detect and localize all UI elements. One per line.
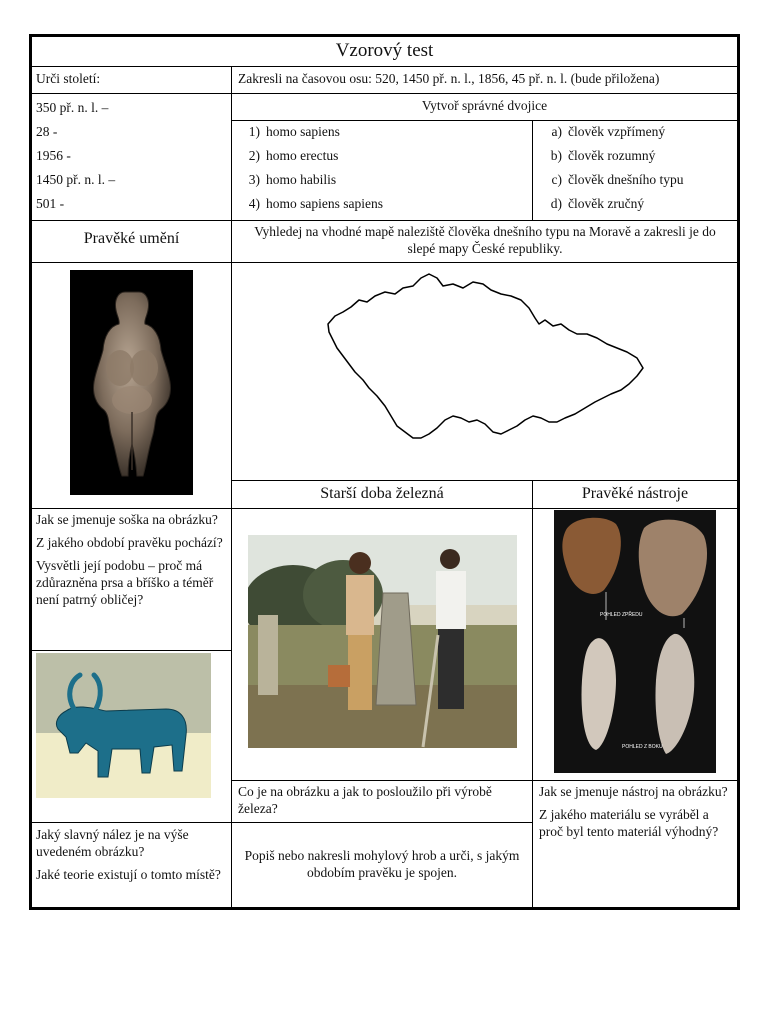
- question-text: Jak se jmenuje soška na obrázku?: [36, 512, 218, 527]
- list-item: 4) homo sapiens sapiens: [248, 196, 383, 211]
- tool-label: POHLED ZPŘEDU: [600, 612, 643, 618]
- centuries-label: Urči století:: [36, 71, 101, 86]
- bull-statue-icon: [36, 653, 211, 798]
- tools-heading: Pravěké nástroje: [581, 485, 689, 502]
- list-item: a) člověk vzpřímený: [551, 124, 666, 139]
- czech-republic-blank-map: [325, 272, 650, 448]
- list-item: b) člověk rozumný: [550, 148, 656, 163]
- iron-question: [238, 783, 528, 823]
- question-text: Co je na obrázku a jak to posloužilo při výrobě železa?: [238, 784, 492, 816]
- list-item: c) člověk dnešního typu: [551, 172, 684, 187]
- venus-figurine-icon: [70, 270, 193, 495]
- century-item: 1956 -: [36, 148, 71, 163]
- list-item: 3) homo habilis: [248, 172, 337, 187]
- bronze-bull-image: [36, 653, 211, 798]
- mound-task: Popiš nebo nakresli mohylový hrob a urči, s jakým obdobím pravěku je spojen.: [244, 848, 520, 880]
- iron-furnace-image: [248, 535, 517, 748]
- centuries-list: [36, 96, 226, 216]
- question-text: Vysvětli její podobu – proč má zdůrazněna prsa a bříško a téměř není patrný obličej?: [36, 558, 214, 607]
- pairs-heading: Vytvoř správné dvojice: [421, 98, 548, 113]
- map-outline-icon: [325, 272, 650, 448]
- bull-questions: [36, 826, 226, 889]
- page-title: Vzorový test: [335, 40, 434, 61]
- century-item: 28 -: [36, 124, 58, 139]
- hand-axe-icon: [554, 510, 716, 773]
- art-heading: Pravěké umění: [83, 230, 180, 247]
- question-text: Jaký slavný nález je na výše uvedeném obrázku?: [36, 827, 189, 859]
- question-text: Jak se jmenuje nástroj na obrázku?: [539, 784, 728, 799]
- question-text: Z jakého materiálu se vyráběl a proč byl tento materiál výhodný?: [539, 807, 719, 839]
- tools-questions: [539, 783, 735, 846]
- venus-figurine-image: [70, 270, 193, 495]
- venus-questions: [36, 511, 226, 614]
- list-item: d) člověk zručný: [550, 196, 645, 211]
- furnace-photo-icon: [248, 535, 517, 748]
- century-item: 501 -: [36, 196, 65, 211]
- century-item: 1450 př. n. l. –: [36, 172, 116, 187]
- iron-age-heading: Starší doba železná: [320, 485, 444, 502]
- map-task: Vyhledej na vhodné mapě naleziště člověka dnešního typu na Moravě a zakresli je do slepé mapy České republiky.: [254, 224, 716, 256]
- tool-label: POHLED Z BOKU: [622, 744, 663, 750]
- list-item: 2) homo erectus: [248, 148, 339, 163]
- pairs-right-list: [538, 120, 683, 216]
- century-item: 350 př. n. l. –: [36, 100, 109, 115]
- pairs-left-list: [236, 120, 383, 216]
- question-text: Jaké teorie existují o tomto místě?: [36, 867, 221, 882]
- list-item: 1) homo sapiens: [248, 124, 340, 139]
- timeline-task: Zakresli na časovou osu: 520, 1450 př. n. l., 1856, 45 př. n. l. (bude přiložena): [238, 71, 660, 86]
- question-text: Z jakého období pravěku pochází?: [36, 535, 223, 550]
- stone-tool-image: [554, 510, 716, 773]
